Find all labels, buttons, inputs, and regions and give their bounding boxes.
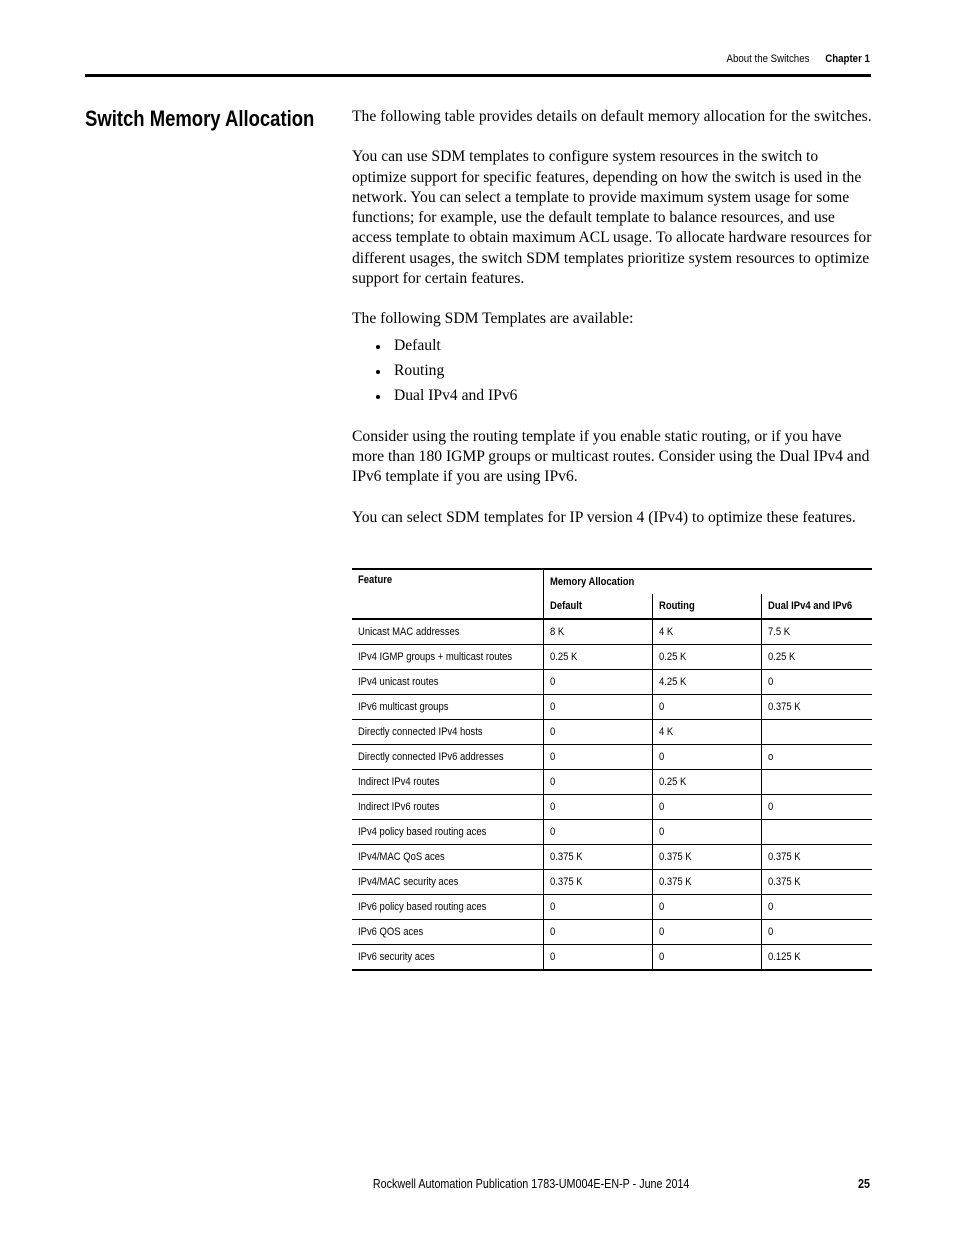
value-cell: 0.375 K xyxy=(762,870,872,895)
value-cell: 0 xyxy=(762,795,872,820)
header-rule xyxy=(85,74,871,77)
value-cell: 0.375 K xyxy=(653,870,762,895)
table-row xyxy=(352,770,872,795)
feature-cell: Indirect IPv4 routes xyxy=(352,770,544,795)
value-cell: 0 xyxy=(653,895,762,920)
value-cell: 4 K xyxy=(653,619,762,645)
value-cell xyxy=(762,820,872,845)
value-cell: 8 K xyxy=(544,619,653,645)
memory-allocation-table xyxy=(352,568,872,971)
column-header-default: Default xyxy=(544,594,653,619)
table-row xyxy=(352,870,872,895)
value-cell: 0 xyxy=(544,895,653,920)
value-cell: 0 xyxy=(544,795,653,820)
feature-header: Feature xyxy=(352,569,544,619)
value-cell xyxy=(762,720,872,745)
feature-cell: Indirect IPv6 routes xyxy=(352,795,544,820)
footer-publication: Rockwell Automation Publication 1783-UM004E-EN-P - June 2014 xyxy=(372,1177,690,1191)
table-row xyxy=(352,895,872,920)
feature-cell: Directly connected IPv6 addresses xyxy=(352,745,544,770)
value-cell: 0.25 K xyxy=(653,770,762,795)
paragraph-sdm: You can use SDM templates to configure system resources in the switch to optimize support for specific features, depending on how the switch is used in the network. You can select a template to provide maximum system usage for some functions; for example, use the default template to balance resources, and use access template to obtain maximum ACL usage. To allocate hardware resources for different usages, the switch SDM templates prioritize system resources to optimize support for certain features. xyxy=(352,148,872,288)
value-cell: 0 xyxy=(544,820,653,845)
value-cell: 0.25 K xyxy=(544,645,653,670)
table-row xyxy=(352,619,872,645)
feature-cell: IPv6 multicast groups xyxy=(352,695,544,720)
value-cell: o xyxy=(762,745,872,770)
table-row xyxy=(352,720,872,745)
feature-cell: IPv4 unicast routes xyxy=(352,670,544,695)
table-row xyxy=(352,695,872,720)
value-cell: 0 xyxy=(544,745,653,770)
template-list xyxy=(352,333,872,408)
page-number: 25 xyxy=(858,1177,870,1191)
value-cell: 0.25 K xyxy=(762,645,872,670)
value-cell xyxy=(762,770,872,795)
value-cell: 0.375 K xyxy=(762,845,872,870)
paragraph-templates-intro: The following SDM Templates are available: xyxy=(352,310,634,328)
value-cell: 0 xyxy=(653,920,762,945)
value-cell: 4.25 K xyxy=(653,670,762,695)
value-cell: 0 xyxy=(544,720,653,745)
column-header-routing: Routing xyxy=(653,594,762,619)
value-cell: 0 xyxy=(762,670,872,695)
section-title: Switch Memory Allocation xyxy=(85,106,315,131)
value-cell: 0.375 K xyxy=(762,695,872,720)
page-footer xyxy=(373,1177,870,1191)
feature-cell: IPv6 security aces xyxy=(352,945,544,971)
value-cell: 0 xyxy=(653,820,762,845)
value-cell: 0 xyxy=(544,770,653,795)
paragraph-intro: The following table provides details on default memory allocation for the switches. xyxy=(352,108,872,125)
paragraph-ipv4: You can select SDM templates for IP version 4 (IPv4) to optimize these features. xyxy=(352,508,856,526)
value-cell: 0 xyxy=(653,745,762,770)
feature-cell: IPv4/MAC QoS aces xyxy=(352,845,544,870)
list-item: Dual IPv4 and IPv6 xyxy=(352,383,872,408)
running-header xyxy=(727,53,870,65)
table-row xyxy=(352,670,872,695)
feature-cell: IPv6 policy based routing aces xyxy=(352,895,544,920)
value-cell: 0.25 K xyxy=(653,645,762,670)
feature-cell: IPv4 IGMP groups + multicast routes xyxy=(352,645,544,670)
table-row xyxy=(352,795,872,820)
feature-cell: Unicast MAC addresses xyxy=(358,626,460,638)
memory-allocation-header: Memory Allocation xyxy=(544,569,872,594)
value-cell: 0.375 K xyxy=(544,845,653,870)
value-cell: 0.125 K xyxy=(762,945,872,971)
value-cell: 0 xyxy=(653,695,762,720)
value-cell: 0.375 K xyxy=(653,845,762,870)
paragraph-routing: Consider using the routing template if you enable static routing, or if you have more than 180 IGMP groups or multicast routes. Consider using the Dual IPv4 and IPv6 template if you are using IPv6. xyxy=(352,427,870,486)
value-cell: 4 K xyxy=(653,720,762,745)
table-row xyxy=(352,920,872,945)
value-cell: 7.5 K xyxy=(762,619,872,645)
feature-cell: IPv6 QOS aces xyxy=(352,920,544,945)
feature-cell: IPv4/MAC security aces xyxy=(352,870,544,895)
value-cell: 0 xyxy=(544,695,653,720)
column-header-dual: Dual IPv4 and IPv6 xyxy=(762,594,872,619)
feature-cell: IPv4 policy based routing aces xyxy=(352,820,544,845)
value-cell: 0 xyxy=(762,895,872,920)
list-item: Routing xyxy=(352,358,872,383)
table-row xyxy=(352,745,872,770)
body-text xyxy=(352,107,872,548)
table-row xyxy=(352,645,872,670)
value-cell: 0 xyxy=(544,920,653,945)
table-row xyxy=(352,820,872,845)
value-cell: 0 xyxy=(762,920,872,945)
list-item: Default xyxy=(352,333,872,358)
feature-cell: Directly connected IPv4 hosts xyxy=(352,720,544,745)
value-cell: 0 xyxy=(653,795,762,820)
table-row xyxy=(352,845,872,870)
value-cell: 0 xyxy=(653,945,762,971)
header-chapter: Chapter 1 xyxy=(825,53,870,65)
header-section: About the Switches xyxy=(726,53,810,65)
value-cell: 0 xyxy=(544,945,653,971)
table-row xyxy=(352,945,872,971)
value-cell: 0.375 K xyxy=(544,870,653,895)
value-cell: 0 xyxy=(544,670,653,695)
